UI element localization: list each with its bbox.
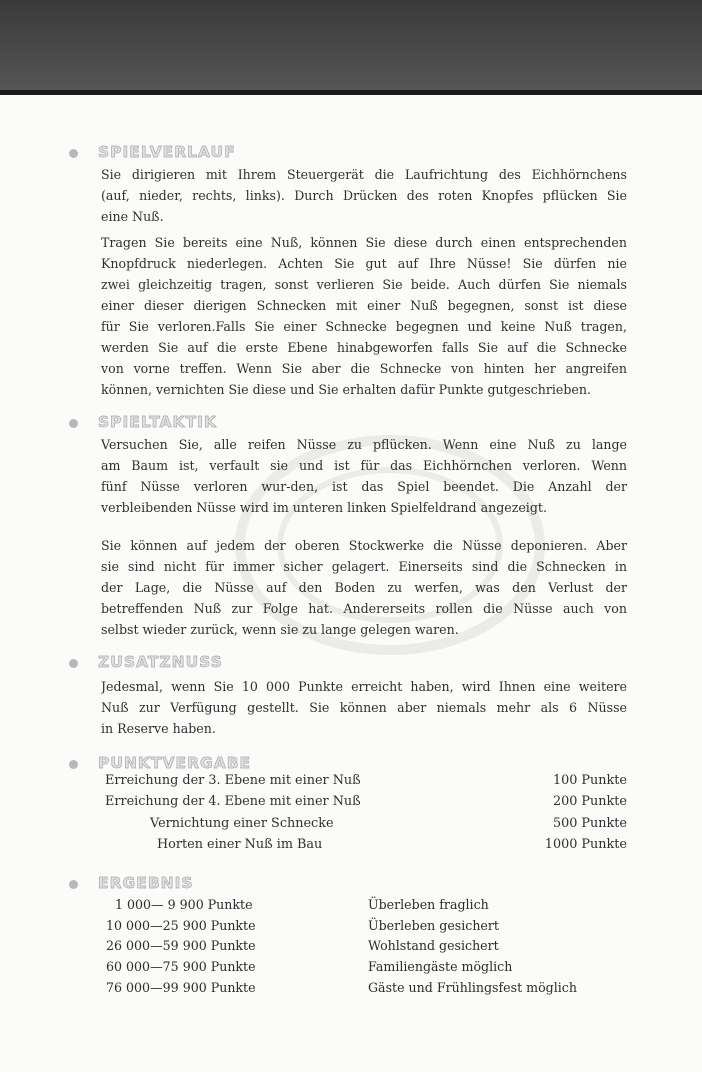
section-heading: ZUSATZNUSS: [98, 653, 223, 671]
points-label: Erreichung der 4. Ebene mit einer Nuß: [105, 794, 361, 809]
points-row: [0, 773, 702, 793]
paragraph: [101, 232, 627, 400]
result-row: [0, 938, 702, 958]
paragraph: [101, 676, 627, 739]
text-line: Jedesmal, wenn Sie 10 000 Punkte erreicht haben, wird Ihnen eine weitere: [101, 679, 627, 694]
text-line: eine Nuß.: [101, 209, 164, 224]
text-line: von vorne treffen. Wenn Sie aber die Schnecke von hinten her angreifen: [101, 361, 627, 376]
text-line: zwei gleichzeitig tragen, sonst verlieren Sie beide. Auch dürfen Sie niemals: [101, 277, 627, 292]
text-line: können, vernichten Sie diese und Sie erhalten dafür Punkte gutgeschrieben.: [101, 382, 591, 397]
points-row: [0, 794, 702, 814]
points-label: Erreichung der 3. Ebene mit einer Nuß: [105, 773, 361, 788]
text-line: selbst wieder zurück, wenn sie zu lange gelegen waren.: [101, 622, 459, 637]
text-line: werden Sie auf die erste Ebene hinabgeworfen falls Sie auf die Schnecke: [101, 340, 627, 355]
result-text: Familiengäste möglich: [368, 959, 513, 974]
text-line: Nuß zur Verfügung gestellt. Sie können aber niemals mehr als 6 Nüsse: [101, 700, 627, 715]
result-row: [0, 980, 702, 1000]
result-row: [0, 918, 702, 938]
points-value: 200 Punkte: [552, 794, 627, 809]
section-bullet-icon: [69, 760, 78, 769]
points-value: 500 Punkte: [552, 816, 627, 831]
result-row: [0, 897, 702, 917]
section-heading: SPIELTAKTIK: [98, 413, 217, 431]
result-text: Wohlstand gesichert: [368, 938, 499, 953]
result-text: Überleben gesichert: [368, 918, 499, 933]
section-heading: SPIELVERLAUF: [98, 143, 236, 161]
points-label: Horten einer Nuß im Bau: [157, 837, 323, 852]
result-range: 1 000— 9 900 Punkte: [115, 897, 253, 912]
section-bullet-icon: [69, 880, 78, 889]
section-bullet-icon: [69, 659, 78, 668]
text-line: (auf, nieder, rechts, links). Durch Drücken des roten Knopfes pflücken Sie: [101, 188, 627, 203]
result-range: 10 000—25 900 Punkte: [106, 918, 256, 933]
section-bullet-icon: [69, 419, 78, 428]
result-row: [0, 959, 702, 979]
text-line: verbleibenden Nüsse wird im unteren linken Spielfeldrand angezeigt.: [101, 500, 547, 515]
text-line: Versuchen Sie, alle reifen Nüsse zu pflücken. Wenn eine Nuß zu lange: [101, 437, 627, 452]
paragraph: [101, 434, 627, 518]
text-line: in Reserve haben.: [101, 721, 216, 736]
paragraph: [101, 535, 627, 640]
section-heading: ERGEBNIS: [98, 874, 194, 892]
points-row: [0, 816, 702, 836]
section-heading: PUNKTVERGABE: [98, 754, 252, 772]
text-line: Sie können auf jedem der oberen Stockwerke die Nüsse deponieren. Aber: [101, 538, 627, 553]
paragraph: [101, 164, 627, 227]
points-value: 100 Punkte: [552, 773, 627, 788]
points-value: 1000 Punkte: [544, 837, 627, 852]
section-bullet-icon: [69, 149, 78, 158]
text-line: für Sie verloren.Falls Sie einer Schnecke begegnen und keine Nuß tragen,: [101, 319, 627, 334]
result-text: Gäste und Frühlingsfest möglich: [368, 980, 577, 995]
points-label: Vernichtung einer Schnecke: [150, 816, 334, 831]
text-line: Tragen Sie bereits eine Nuß, können Sie diese durch einen entsprechenden: [101, 235, 627, 250]
text-line: sie sind nicht für immer sicher gelagert. Einerseits sind die Schnecken in: [101, 559, 627, 574]
text-line: betreffenden Nuß zur Folge hat. Andererseits rollen die Nüsse auch von: [101, 601, 627, 616]
result-range: 60 000—75 900 Punkte: [106, 959, 256, 974]
points-row: [0, 837, 702, 857]
result-range: 26 000—59 900 Punkte: [106, 938, 256, 953]
result-range: 76 000—99 900 Punkte: [106, 980, 256, 995]
result-text: Überleben fraglich: [368, 897, 489, 912]
text-line: Sie dirigieren mit Ihrem Steuergerät die Laufrichtung des Eichhörnchens: [101, 167, 627, 182]
text-line: am Baum ist, verfault sie und ist für das Eichhörnchen verloren. Wenn: [101, 458, 627, 473]
text-line: fünf Nüsse verloren wur-den, ist das Spiel beendet. Die Anzahl der: [101, 479, 627, 494]
text-line: der Lage, die Nüsse auf den Boden zu werfen, was den Verlust der: [101, 580, 627, 595]
text-line: Knopfdruck niederlegen. Achten Sie gut auf Ihre Nüsse! Sie dürfen nie: [101, 256, 627, 271]
text-line: einer dieser dierigen Schnecken mit einer Nuß begegnen, sonst ist diese: [101, 298, 627, 313]
